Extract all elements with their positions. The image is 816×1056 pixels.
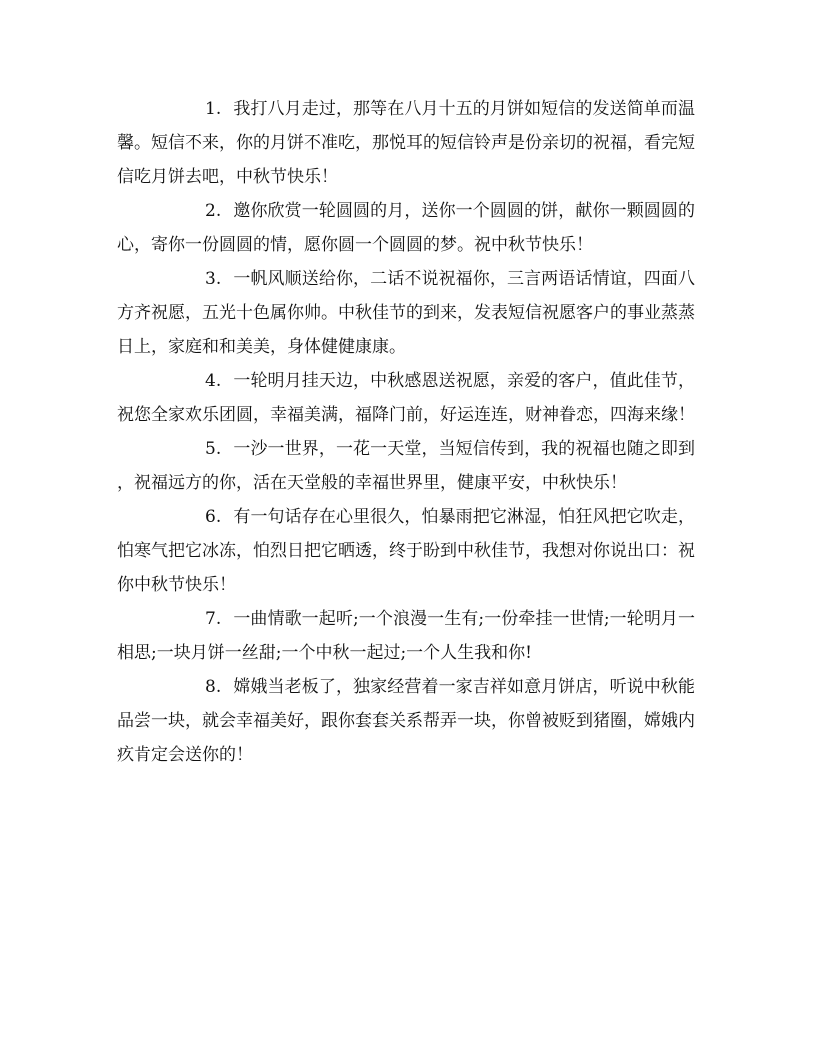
- paragraph-number: 6.: [205, 507, 222, 527]
- paragraph-text: 一帆风顺送给你，二话不说祝福你，三言两语话情谊，四面八方齐祝愿，五光十色属你帅。中秋佳节的到来，发表短信祝愿客户的事业蒸蒸日上，家庭和和美美，身体健健康康。: [117, 269, 695, 357]
- paragraph-text: 我打八月走过，那等在八月十五的月饼如短信的发送简单而温馨。短信不来，你的月饼不准吃，那悦耳的短信铃声是份亲切的祝福，看完短信吃月饼去吧，中秋节快乐！: [117, 99, 695, 187]
- paragraph-number: 4.: [205, 371, 222, 391]
- paragraph-6: [117, 500, 695, 602]
- paragraph-number: 7.: [205, 609, 222, 629]
- paragraph-1: [117, 92, 695, 194]
- paragraph-text: 邀你欣赏一轮圆圆的月，送你一个圆圆的饼，献你一颗圆圆的心，寄你一份圆圆的情，愿你圆一个圆圆的梦。祝中秋节快乐！: [117, 201, 695, 255]
- paragraph-number: 8.: [205, 677, 222, 697]
- paragraph-text: 一轮明月挂天边，中秋感恩送祝愿，亲爱的客户，值此佳节，祝您全家欢乐团圆，幸福美满，福降门前，好运连连，财神眷恋，四海来缘！: [117, 371, 695, 425]
- paragraph-number: 5.: [205, 439, 222, 459]
- paragraph-number: 1.: [205, 99, 222, 119]
- paragraph-text: 有一句话存在心里很久，怕暴雨把它淋湿，怕狂风把它吹走，怕寒气把它冰冻，怕烈日把它晒透，终于盼到中秋佳节，我想对你说出口：祝你中秋节快乐！: [117, 507, 695, 595]
- paragraph-number: 2.: [205, 201, 222, 221]
- paragraph-8: [117, 670, 695, 772]
- paragraph-number: 3.: [205, 269, 222, 289]
- paragraph-text: 一曲情歌一起听;一个浪漫一生有;一份牵挂一世情;一轮明月一相思;一块月饼一丝甜;一个中秋一起过;一个人生我和你!: [117, 609, 695, 663]
- paragraph-text: 一沙一世界，一花一天堂，当短信传到，我的祝福也随之即到，祝福远方的你，活在天堂般的幸福世界里，健康平安，中秋快乐！: [117, 439, 695, 493]
- document-body: [117, 92, 695, 772]
- paragraph-2: [117, 194, 695, 262]
- paragraph-text: 嫦娥当老板了，独家经营着一家吉祥如意月饼店，听说中秋能品尝一块，就会幸福美好，跟你套套关系帮弄一块，你曾被贬到猪圈，嫦娥内疚肯定会送你的！: [117, 677, 695, 765]
- paragraph-3: [117, 262, 695, 364]
- paragraph-7: [117, 602, 695, 670]
- paragraph-5: [117, 432, 695, 500]
- paragraph-4: [117, 364, 695, 432]
